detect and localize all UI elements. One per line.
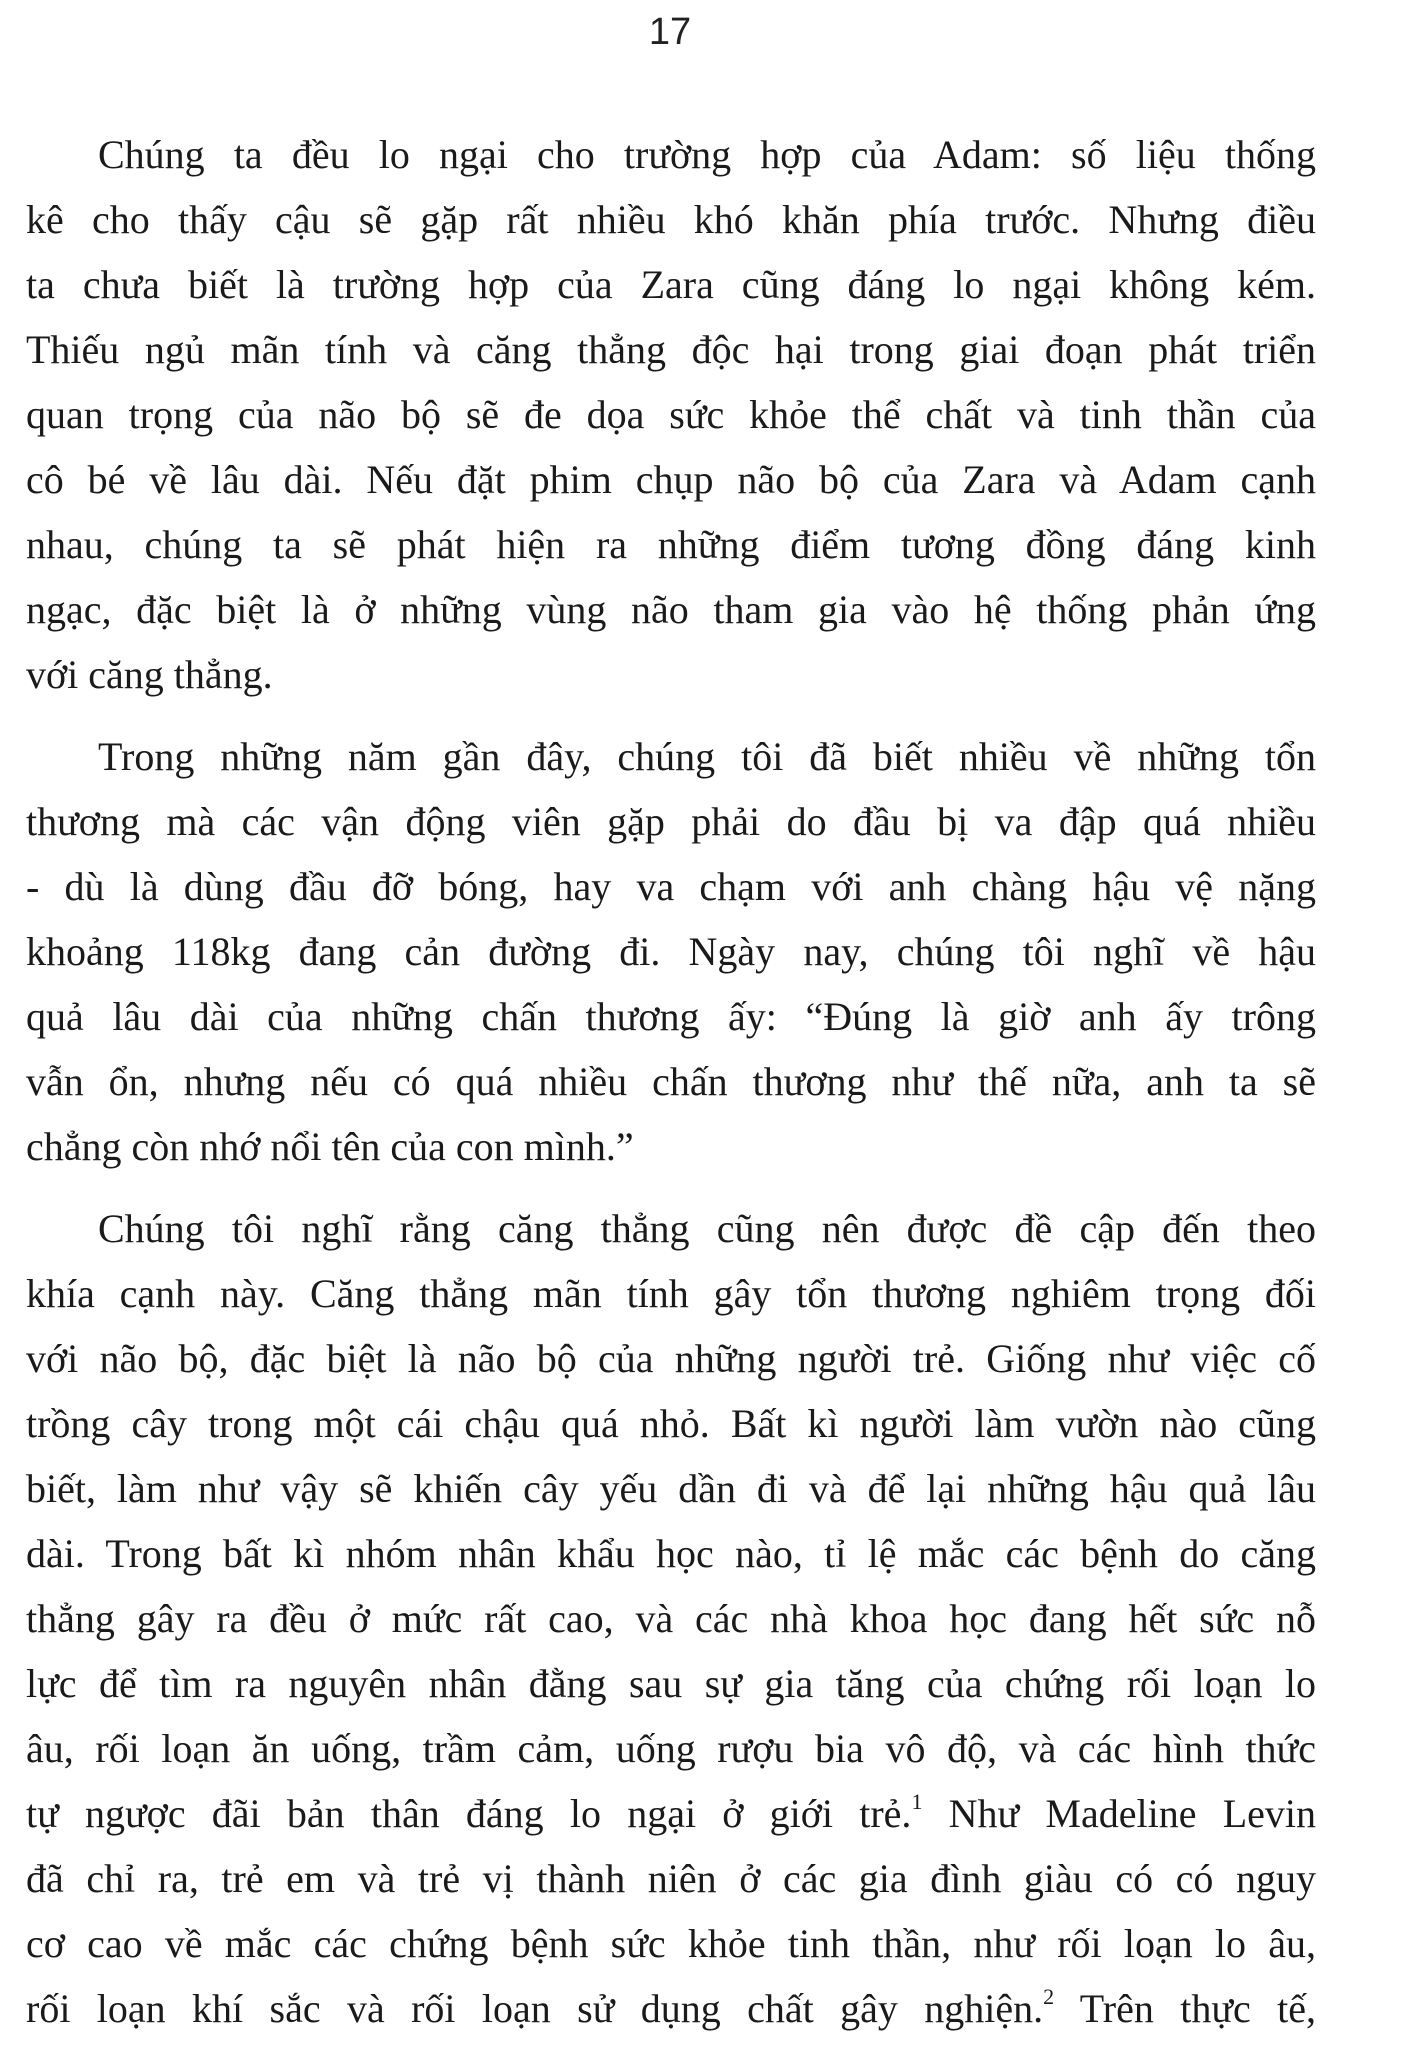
text-line-with-footnote	[26, 1781, 1316, 1846]
footnote-marker[interactable]: 2	[1043, 1984, 1055, 2009]
paragraph-2	[26, 724, 1316, 1179]
text-line: cơ cao về mắc các chứng bệnh sức khỏe tinh thần, như rối loạn lo âu,	[26, 1921, 1316, 1966]
text-line: dài. Trong bất kì nhóm nhân khẩu học nào, tỉ lệ mắc các bệnh do căng	[26, 1531, 1316, 1576]
paragraph-3	[26, 1196, 1316, 2041]
text-line: ta chưa biết là trường hợp của Zara cũng đáng lo ngại không kém.	[26, 262, 1316, 307]
text-segment: tự ngược đãi bản thân đáng lo ngại ở giới trẻ.	[26, 1791, 912, 1836]
text-line: Chúng tôi nghĩ rằng căng thẳng cũng nên được đề cập đến theo	[98, 1206, 1316, 1251]
text-line: vẫn ổn, nhưng nếu có quá nhiều chấn thương như thế nữa, anh ta sẽ	[26, 1059, 1316, 1104]
text-line: trồng cây trong một cái chậu quá nhỏ. Bất kì người làm vườn nào cũng	[26, 1401, 1316, 1446]
text-line: khoảng 118kg đang cản đường đi. Ngày nay, chúng tôi nghĩ về hậu	[26, 929, 1316, 974]
text-line: thẳng gây ra đều ở mức rất cao, và các nhà khoa học đang hết sức nỗ	[26, 1596, 1316, 1641]
text-line: lực để tìm ra nguyên nhân đằng sau sự gia tăng của chứng rối loạn lo	[26, 1661, 1316, 1706]
text-line: - dù là dùng đầu đỡ bóng, hay va chạm với anh chàng hậu vệ nặng	[26, 864, 1316, 909]
text-segment: Trên thực tế,	[1054, 1986, 1317, 2031]
text-line: thương mà các vận động viên gặp phải do đầu bị va đập quá nhiều	[26, 799, 1316, 844]
text-line: chẳng còn nhớ nổi tên của con mình.”	[26, 1124, 634, 1169]
body-text	[26, 122, 1316, 2058]
text-line: đã chỉ ra, trẻ em và trẻ vị thành niên ở các gia đình giàu có có nguy	[26, 1856, 1316, 1901]
text-line: ngạc, đặc biệt là ở những vùng não tham gia vào hệ thống phản ứng	[26, 587, 1316, 632]
text-line: biết, làm như vậy sẽ khiến cây yếu dần đi và để lại những hậu quả lâu	[26, 1466, 1316, 1511]
text-line: cô bé về lâu dài. Nếu đặt phim chụp não bộ của Zara và Adam cạnh	[26, 457, 1316, 502]
text-line: với não bộ, đặc biệt là não bộ của những người trẻ. Giống như việc cố	[26, 1336, 1316, 1381]
text-line: nhau, chúng ta sẽ phát hiện ra những điểm tương đồng đáng kinh	[26, 522, 1316, 567]
text-segment: rối loạn khí sắc và rối loạn sử dụng chất gây nghiện.	[26, 1986, 1044, 2031]
text-line-with-footnote	[26, 1976, 1316, 2041]
text-line: khía cạnh này. Căng thẳng mãn tính gây tổn thương nghiêm trọng đối	[26, 1271, 1316, 1316]
text-line: Trong những năm gần đây, chúng tôi đã biết nhiều về những tổn	[98, 734, 1316, 779]
text-line: Chúng ta đều lo ngại cho trường hợp của Adam: số liệu thống	[98, 132, 1316, 177]
text-line: Thiếu ngủ mãn tính và căng thẳng độc hại trong giai đoạn phát triển	[26, 327, 1316, 372]
paragraph-1	[26, 122, 1316, 707]
text-line: với căng thẳng.	[26, 652, 273, 697]
text-segment: Như Madeline Levin	[922, 1791, 1316, 1836]
footnote-marker[interactable]: 1	[911, 1789, 923, 1814]
text-line: âu, rối loạn ăn uống, trầm cảm, uống rượu bia vô độ, và các hình thức	[26, 1726, 1316, 1771]
text-line: kê cho thấy cậu sẽ gặp rất nhiều khó khăn phía trước. Nhưng điều	[26, 197, 1316, 242]
text-line: quả lâu dài của những chấn thương ấy: “Đúng là giờ anh ấy trông	[26, 994, 1316, 1039]
page-number: 17	[648, 11, 692, 53]
text-line: quan trọng của não bộ sẽ đe dọa sức khỏe thể chất và tinh thần của	[26, 392, 1316, 437]
